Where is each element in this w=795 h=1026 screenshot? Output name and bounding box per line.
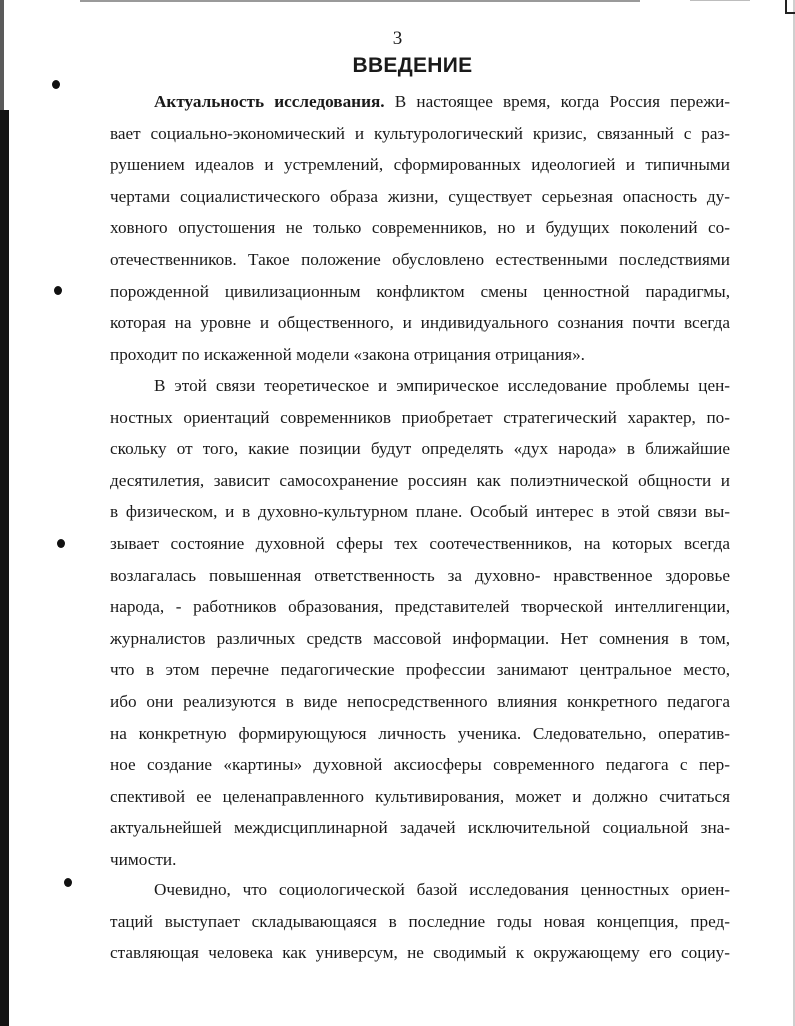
paragraph-relevance (110, 86, 730, 370)
paragraph-line: народа, - работников образования, представителей творческой интеллигенции, (110, 597, 730, 617)
paragraph-basis (110, 874, 730, 969)
punch-hole-mark (52, 80, 60, 89)
paragraph-line: проходит по искаженной модели «закона отрицания отрицания». (110, 344, 585, 364)
paragraph-line: зывает состояние духовной сферы тех соотечественников, на которых всегда (110, 533, 730, 553)
paragraph-line: ное создание «картины» духовной аксиосферы современного педагога с пер- (110, 755, 730, 775)
paragraph-line: десятилетия, зависит самосохранение россиян как полиэтнической общности и (110, 470, 730, 490)
paragraph-line: возлагалась повышенная ответственность за духовно- нравственное здоровье (110, 565, 730, 585)
paragraph-line: ностных ориентаций современников приобретает стратегический характер, по- (110, 407, 730, 427)
paragraph-line: ставляющая человека как универсум, не сводимый к окружающему его социу- (110, 943, 730, 963)
paragraph-line: журналистов различных средств массовой информации. Нет сомнения в том, (110, 628, 730, 648)
scan-artifact-line-right (690, 0, 750, 1)
punch-hole-mark (54, 286, 62, 295)
paragraph-line: на конкретную формирующуюся личность ученика. Следовательно, оператив- (110, 723, 730, 743)
scan-corner-mark (785, 0, 795, 14)
paragraph-line: актуальнейшей междисциплинарной задачей исключительной социальной зна- (110, 818, 730, 838)
paragraph-line: порожденной цивилизационным конфликтом смены ценностной парадигмы, (110, 281, 730, 301)
paragraph-line: рушением идеалов и устремлений, сформированных идеологией и типичными (110, 155, 730, 175)
scan-artifact-line (80, 0, 640, 2)
paragraph-line: чертами социалистического образа жизни, существует серьезная опасность ду- (110, 186, 730, 206)
paragraph-line: которая на уровне и общественного, и индивидуального сознания почти всегда (110, 313, 730, 333)
paragraph-line: отечественников. Такое положение обусловлено естественными последствиями (110, 249, 730, 269)
paragraph-context (110, 370, 730, 876)
paragraph-line: вает социально-экономический и культурологический кризис, связанный с раз- (110, 123, 730, 143)
paragraph-line: Очевидно, что социологической базой исследования ценностных ориен- (154, 880, 730, 899)
paragraph-line: таций выступает складывающаяся в последние годы новая концепция, пред- (110, 911, 730, 931)
relevance-heading: Актуальность исследования. (154, 92, 385, 111)
paragraph-line: спективой ее целенаправленного культивирования, может и должно считаться (110, 786, 730, 806)
paragraph-line: В этой связи теоретическое и эмпирическое исследование проблемы цен- (154, 376, 730, 395)
page-number: 3 (392, 28, 403, 49)
page-title: ВВЕДЕНИЕ (352, 54, 473, 77)
paragraph-line: чимости. (110, 849, 177, 869)
paragraph-line: ховного опустошения не только современников, но и будущих поколений со- (110, 218, 730, 238)
paragraph-line: скольку от того, какие позиции будут определять «дух народа» в ближайшие (110, 439, 730, 459)
paragraph-line-text: В настоящее время, когда Россия пережи- (384, 92, 731, 111)
paragraph-line: ибо они реализуются в виде непосредственного влияния конкретного педагога (110, 691, 730, 711)
paragraph-line: что в этом перечне педагогические профессии занимают центральное место, (110, 660, 730, 680)
paragraph-line: в физическом, и в духовно-культурном плане. Особый интерес в этой связи вы- (110, 502, 730, 522)
scan-edge-shadow (0, 110, 9, 1026)
paragraph-line (110, 86, 730, 118)
punch-hole-mark (64, 878, 72, 887)
punch-hole-mark (57, 539, 65, 548)
